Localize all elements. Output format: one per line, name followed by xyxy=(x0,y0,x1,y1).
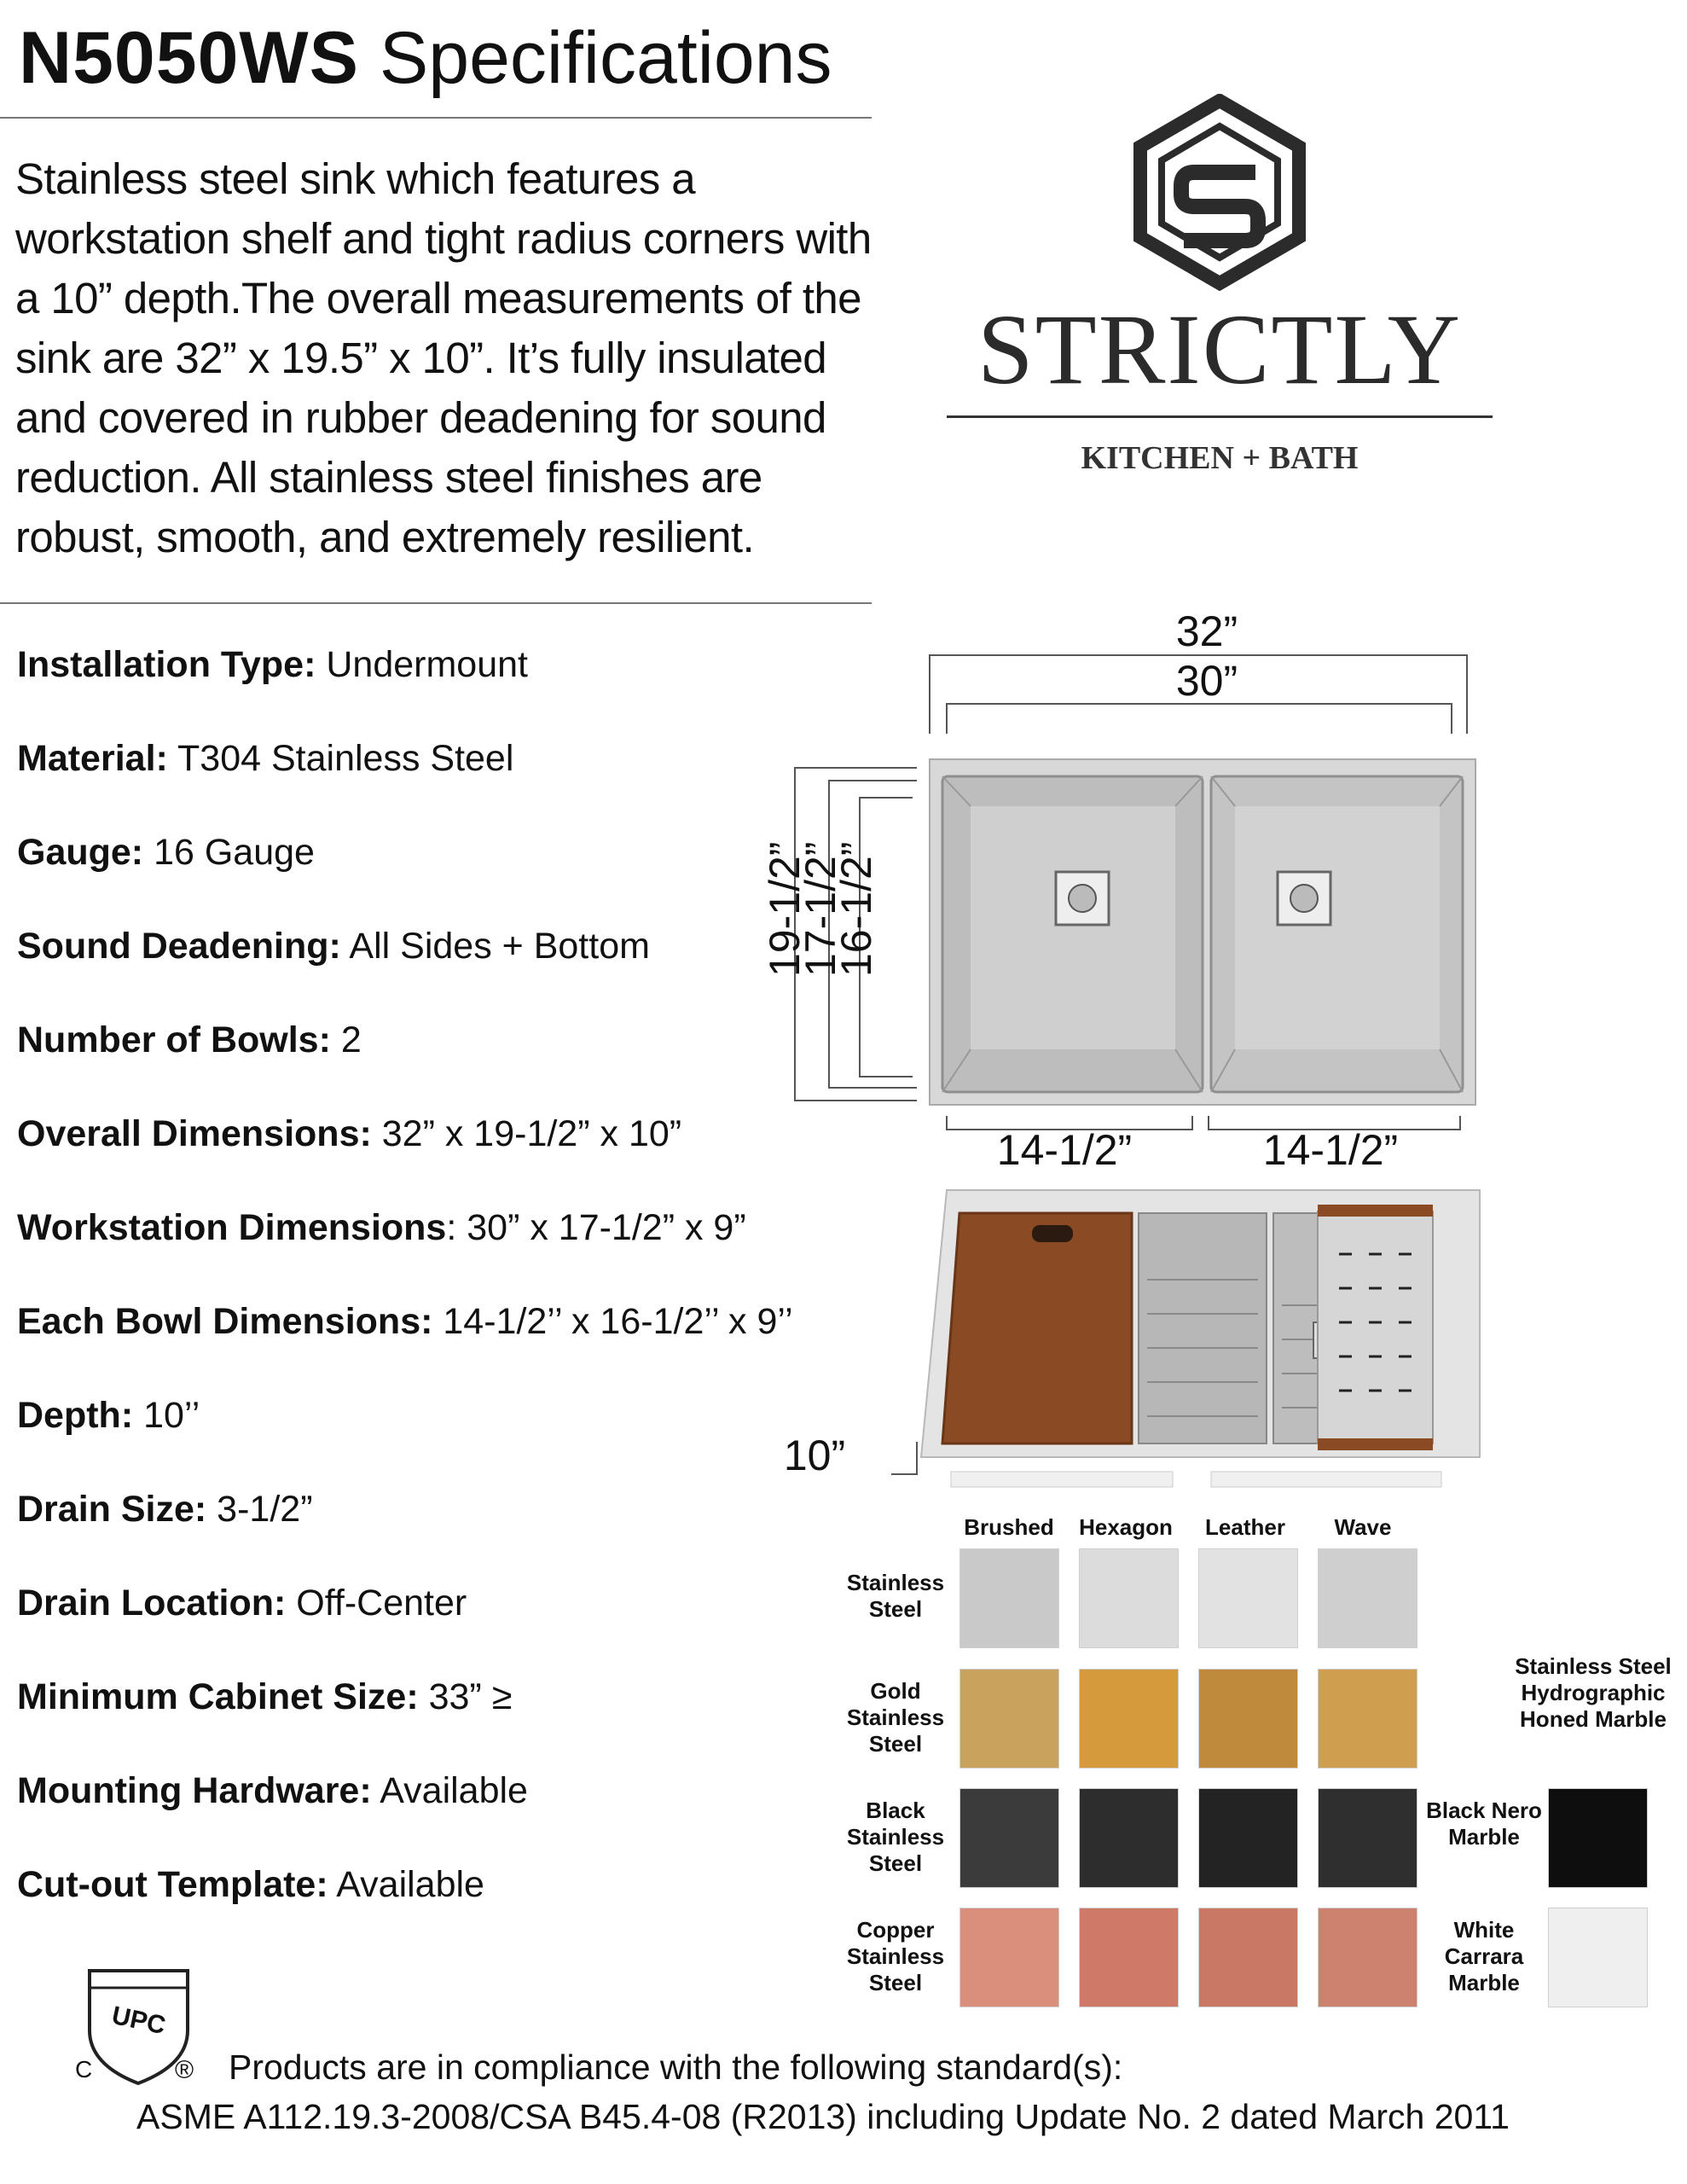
brand-tagline: KITCHEN + BATH xyxy=(1081,440,1359,476)
swatch-stainless-leather[interactable] xyxy=(1198,1548,1298,1648)
upc-text: UPC xyxy=(109,2001,169,2041)
brand-logo xyxy=(938,94,1518,503)
swatch-gold-brushed[interactable] xyxy=(959,1669,1059,1769)
swatch-copper-hexagon[interactable] xyxy=(1079,1908,1179,2007)
spec-drain-location: Drain Location: Off-Center xyxy=(17,1583,467,1623)
swatch-gold-wave[interactable] xyxy=(1318,1669,1417,1769)
swatch-gold-hexagon[interactable] xyxy=(1079,1669,1179,1769)
spec-installation-type: Installation Type: Undermount xyxy=(17,644,528,685)
spec-cutout-template: Cut-out Template: Available xyxy=(17,1864,484,1905)
spec-overall-dimensions: Overall Dimensions: 32” x 19-1/2” x 10” xyxy=(17,1113,682,1154)
cutting-board xyxy=(942,1213,1132,1443)
swatch-black-wave[interactable] xyxy=(1318,1788,1417,1888)
brand-name: STRICTLY xyxy=(977,293,1462,405)
dim-bowl-width-left: 14-1/2” xyxy=(996,1126,1133,1174)
dim-overall-width: 32” xyxy=(1175,607,1238,655)
marble-label-white: White Carrara Marble xyxy=(1444,1917,1524,1995)
title-suffix: Specifications xyxy=(379,17,832,99)
page-title xyxy=(19,15,832,101)
colander-rack xyxy=(1318,1211,1433,1443)
dim-depth: 10” xyxy=(783,1432,846,1479)
spec-min-cabinet-size: Minimum Cabinet Size: 33” ≥ xyxy=(17,1676,513,1717)
finish-row-copper: Copper Stainless Steel xyxy=(846,1917,945,1995)
dim-bowl-width-right: 14-1/2” xyxy=(1262,1126,1399,1174)
swatch-black-nero-marble[interactable] xyxy=(1548,1788,1648,1888)
registered-mark: ® xyxy=(175,2056,194,2084)
finish-col-hexagon: Hexagon xyxy=(1079,1514,1173,1540)
product-description: Stainless steel sink which features a workstation shelf and tight radius corners with a 10” depth.The overall measurements of the sink are 32” x 19.5” x 10”. It’s fully insulated and covered in rubber deadening for sound reduction. All stainless steel finishes are robust, smooth, and extremely resilient. xyxy=(15,154,872,561)
divider xyxy=(0,117,872,119)
swatch-stainless-hexagon[interactable] xyxy=(1079,1548,1179,1648)
c-mark: C xyxy=(75,2056,93,2082)
dim-workstation-width: 30” xyxy=(1175,657,1238,705)
spec-gauge: Gauge: 16 Gauge xyxy=(17,832,315,873)
swatch-black-leather[interactable] xyxy=(1198,1788,1298,1888)
spec-sound-deadening: Sound Deadening: All Sides + Bottom xyxy=(17,926,650,967)
finish-col-brushed: Brushed xyxy=(964,1514,1054,1540)
marble-label-black: Black Nero Marble xyxy=(1426,1798,1542,1850)
dim-overall-length: 19-1/2” xyxy=(761,841,809,977)
swatch-black-brushed[interactable] xyxy=(959,1788,1059,1888)
dim-workstation-length: 17-1/2” xyxy=(797,841,844,977)
dim-bowl-length: 16-1/2” xyxy=(832,841,880,977)
spec-depth: Depth: 10’’ xyxy=(17,1395,200,1436)
finish-col-leather: Leather xyxy=(1205,1514,1285,1540)
swatch-stainless-brushed[interactable] xyxy=(959,1548,1059,1648)
finish-row-gold: Gold Stainless Steel xyxy=(846,1678,945,1757)
divider xyxy=(0,602,872,604)
upc-certification-mark xyxy=(68,1962,222,2090)
swatch-white-carrara-marble[interactable] xyxy=(1548,1908,1648,2007)
finish-row-black: Black Stainless Steel xyxy=(846,1798,945,1876)
logo-rule xyxy=(947,415,1493,418)
spec-drain-size: Drain Size: 3-1/2” xyxy=(17,1489,313,1530)
compliance-line-2: ASME A112.19.3-2008/CSA B45.4-08 (R2013) including Update No. 2 dated March 2011 xyxy=(136,2097,1510,2136)
finish-row-stainless: Stainless Steel xyxy=(846,1570,945,1622)
model-number: N5050WS xyxy=(19,17,359,99)
sink-accessory-illustration xyxy=(857,1186,1488,1493)
swatch-copper-leather[interactable] xyxy=(1198,1908,1298,2007)
spec-bowl-dimensions: Each Bowl Dimensions: 14-1/2’’ x 16-1/2’’ x 9’’ xyxy=(17,1301,793,1342)
marble-heading: Stainless Steel Hydrographic Honed Marble xyxy=(1515,1653,1672,1732)
swatch-gold-leather[interactable] xyxy=(1198,1669,1298,1769)
spec-list xyxy=(17,642,870,1921)
spec-workstation-dimensions: Workstation Dimensions: 30” x 17-1/2” x 9” xyxy=(17,1207,746,1248)
swatch-black-hexagon[interactable] xyxy=(1079,1788,1179,1888)
swatch-stainless-wave[interactable] xyxy=(1318,1548,1417,1648)
logo-emblem-icon xyxy=(938,94,1518,469)
spec-number-of-bowls: Number of Bowls: 2 xyxy=(17,1019,362,1060)
swatch-copper-brushed[interactable] xyxy=(959,1908,1059,2007)
swatch-copper-wave[interactable] xyxy=(1318,1908,1417,2007)
compliance-line-1: Products are in compliance with the following standard(s): xyxy=(229,2048,1123,2087)
spec-material: Material: T304 Stainless Steel xyxy=(17,738,514,779)
finish-col-wave: Wave xyxy=(1334,1514,1392,1540)
spec-mounting-hardware: Mounting Hardware: Available xyxy=(17,1770,528,1811)
